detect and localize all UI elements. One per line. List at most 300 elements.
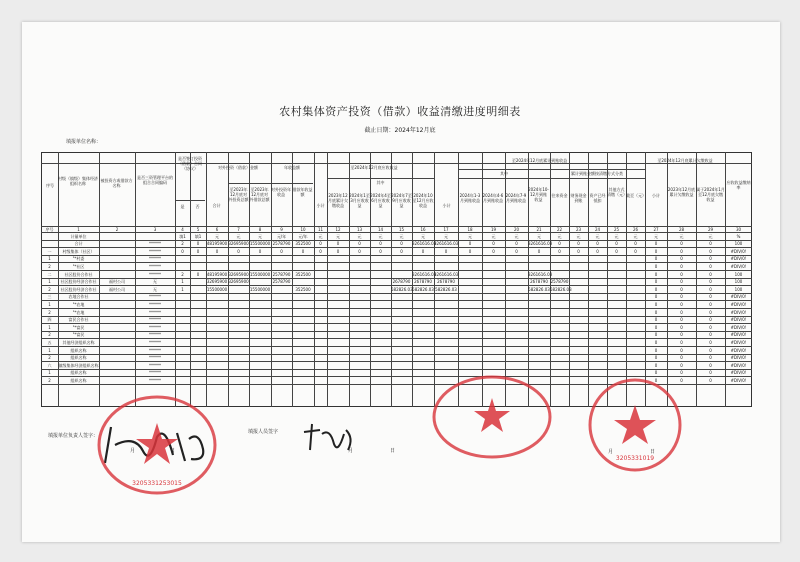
table-cell: 0 [680, 317, 683, 323]
table-cell: 582826.03 [412, 286, 434, 292]
month-2: 月 [348, 448, 354, 454]
column-number: 27 [653, 227, 659, 232]
table-cell: 0 [237, 248, 240, 254]
table-cell: 0 [680, 286, 683, 292]
col-head-out-total: 合计 [212, 203, 221, 208]
table-cell: 0 [400, 248, 403, 254]
table-cell: 0 [280, 248, 283, 254]
table-cell: 0 [654, 370, 658, 376]
table-cell: 0 [596, 241, 599, 247]
table-cell: 0 [680, 256, 683, 262]
table-cell: "*社区 [72, 263, 85, 269]
table-cell: #DIV/0! [730, 309, 747, 315]
table-cell: 100 [734, 271, 743, 277]
day-1: 日 [170, 448, 176, 454]
column-number: 20 [513, 227, 520, 232]
table-cell: 福村公司 [109, 286, 125, 292]
table-cell: 2 [48, 332, 51, 338]
table-cell: 计量单位 [70, 233, 87, 239]
table-cell: 0 [709, 301, 712, 307]
table-cell: 3261616.03 [434, 271, 459, 277]
table-cell: 0 [680, 362, 683, 368]
table-cell: 32695900 [228, 271, 249, 277]
seal-serial-3: 3205331019 [615, 455, 655, 462]
table-cell: 48195900 [206, 271, 228, 277]
table-cell: 0 [709, 332, 712, 338]
table-cell: 0 [444, 248, 448, 254]
table-cell: 0 [709, 309, 712, 315]
col-head-cq3: 2024年7-9月到账收益 [505, 193, 527, 203]
table-cell: 100 [734, 279, 743, 285]
table-cell: 582826.03 [528, 286, 550, 292]
column-rule [327, 152, 328, 407]
table-cell: 1 [48, 256, 51, 262]
table-cell: 2 [48, 377, 51, 383]
col-head-outbound: 对外投资（借款）金额 [218, 165, 258, 170]
table-cell: 0 [654, 248, 658, 254]
column-number: 7 [237, 227, 240, 232]
table-cell: 三 [47, 294, 52, 300]
table-cell: 0 [709, 377, 712, 383]
column-rule [349, 152, 350, 407]
table-cell: ****** [149, 339, 161, 345]
table-cell: #DIV/0! [730, 301, 747, 307]
table-cell: 元 [318, 233, 323, 239]
table-cell: 582826.03 [550, 286, 572, 292]
col-head-m4: 其他方式清缴（元） [607, 187, 627, 197]
table-cell: 0 [468, 241, 472, 247]
table-cell: "*农地 [72, 309, 85, 315]
table-cell: #DIV/0! [730, 347, 747, 353]
column-number: 11 [317, 227, 324, 232]
column-rule [190, 152, 191, 407]
table-cell: 0 [654, 256, 658, 262]
table-cell: 元 [399, 233, 404, 239]
table-cell: 0 [680, 370, 683, 376]
table-cell: 100 [734, 286, 743, 292]
table-cell: 0 [515, 241, 518, 247]
table-cell: 填1 [179, 233, 186, 239]
table-cell: 0 [577, 241, 580, 247]
table-cell: 一 [47, 248, 52, 254]
day-3: 日 [650, 449, 656, 455]
table-cell: 0 [680, 339, 683, 345]
col-head-inv2023b: 至2023年12月底对外借款总额 [249, 187, 270, 202]
column-number: 28 [678, 227, 685, 232]
table-cell: 0 [709, 355, 712, 361]
table-cell: 15500000 [249, 271, 271, 277]
deadline-date: 截止日期：2024年12月底 [364, 127, 436, 134]
table-cell: ****** [149, 362, 161, 368]
table-cell: 15500000 [249, 286, 271, 292]
table-cell: ****** [149, 317, 161, 323]
col-head-village: 村级（镇级）集体经济组织名称 [58, 176, 98, 186]
table-cell: 社区股份合作社 [64, 271, 93, 277]
column-number: 13 [356, 227, 363, 232]
table-cell: 0 [215, 248, 219, 254]
column-rule [370, 152, 371, 407]
table-cell: ****** [149, 294, 161, 300]
table-cell: 0 [196, 248, 200, 254]
table-cell: 二 [47, 271, 52, 277]
column-number: 3 [153, 227, 157, 232]
table-cell: 1 [48, 347, 51, 353]
table-cell: 0 [680, 241, 683, 247]
table-cell: 无 [153, 279, 157, 285]
table-cell: ****** [149, 256, 161, 262]
column-rule [588, 152, 589, 407]
column-number: 30 [735, 227, 742, 232]
column-number: 18 [467, 227, 473, 232]
table-cell: 0 [680, 301, 683, 307]
table-cell: 0 [596, 248, 599, 254]
table-cell: 0 [492, 241, 495, 247]
column-number: 24 [594, 227, 601, 232]
table-cell: 0 [634, 248, 637, 254]
column-number: 21 [536, 227, 542, 232]
table-cell: 0 [468, 248, 472, 254]
filler-signature [300, 420, 360, 460]
table-cell: #DIV/0! [730, 370, 747, 376]
table-cell: 元 [336, 233, 340, 239]
table-cell: 元 [654, 233, 658, 239]
table-cell: 富民合作社 [68, 317, 89, 323]
table-cell: 无 [153, 286, 157, 292]
table-cell: 组织名称 [70, 370, 87, 376]
table-cell: 0 [654, 317, 658, 323]
table-cell: 元 [537, 233, 541, 239]
table-cell: 0 [709, 370, 712, 376]
table-cell: 0 [709, 263, 712, 269]
col-head-a-2023: 2023年12月底累计欠缴收益 [667, 187, 696, 197]
col-head-cq1: 2024年1-3月到账收益 [459, 193, 481, 203]
table-cell: 元 [258, 233, 262, 239]
table-cell: 1 [181, 286, 184, 292]
column-number: 15 [398, 227, 405, 232]
table-cell: 1 [48, 324, 51, 330]
table-cell: 2578790 [272, 271, 291, 277]
column-number: 序号 [45, 227, 54, 232]
column-number: 19 [490, 227, 497, 232]
table-cell: 0 [615, 241, 618, 247]
table-cell: 元 [679, 233, 684, 239]
table-cell: 元 [557, 233, 562, 239]
column-number: 25 [613, 227, 620, 232]
column-number: 23 [575, 227, 582, 232]
table-cell: 1 [48, 301, 51, 307]
table-cell: 2 [181, 241, 184, 247]
table-cell: 社区股份经济合作社 [60, 286, 97, 292]
table-cell: 352500 [295, 271, 311, 277]
table-cell: 0 [654, 286, 658, 292]
table-cell: % [736, 233, 741, 239]
unit-name-label: 填报单位名称： [66, 139, 102, 145]
table-cell: 0 [654, 241, 658, 247]
table-cell: 其他经济组织名称 [62, 339, 95, 345]
seal-serial-1: 3205331253015 [132, 480, 182, 487]
table-cell: 32695900 [206, 279, 228, 285]
table-cell: 0 [358, 248, 361, 254]
col-head-collected: 至2024年12月底累计到账收益 [511, 158, 568, 163]
table-cell: 0 [577, 248, 580, 254]
col-head-approval: 是否三资管理平台的组合合同编码 [137, 175, 173, 185]
col-head-annual-loan: 借款年收益额 [292, 187, 313, 197]
table-cell: 0 [654, 377, 658, 383]
table-cell: 六 [47, 362, 52, 368]
table-cell: 福村公司 [109, 279, 125, 285]
table-cell: 元 [215, 233, 219, 239]
table-cell: ****** [149, 324, 161, 330]
table-cell: 2578790 [272, 241, 291, 247]
col-head-rq1: 2024年1至3月应收收益 [349, 193, 370, 208]
col-head-col-sub: 小计 [442, 203, 451, 208]
table-cell: 0 [680, 294, 683, 300]
column-number: 6 [215, 227, 219, 232]
table-cell: 2678790 [437, 279, 455, 285]
cooperative-seal [92, 390, 222, 500]
table-cell: 2 [181, 271, 184, 277]
col-head-rq3: 2024年7至9月应收收益 [391, 193, 412, 208]
table-cell: #DIV/0! [730, 317, 747, 323]
col-head-col-ofwhich: 其中 [500, 171, 508, 176]
table-cell: 0 [680, 377, 683, 383]
table-cell: "*富民 [72, 324, 85, 330]
table-cell: 0 [709, 248, 712, 254]
table-cell: 0 [654, 324, 658, 330]
column-number: 22 [556, 227, 563, 232]
table-cell: 3261616.03 [412, 271, 437, 277]
col-head-a-sub: 小计 [652, 193, 660, 198]
table-cell: 0 [654, 347, 658, 353]
col-head-seq: 序号 [46, 183, 54, 188]
table-cell: 元 [708, 233, 713, 239]
table-cell: 元 [614, 233, 619, 239]
table-cell: 0 [680, 347, 683, 353]
table-cell: 0 [558, 248, 561, 254]
table-cell: 0 [709, 294, 712, 300]
table-cell: 0 [680, 279, 683, 285]
table-cell: 2678790 [414, 279, 432, 285]
col-head-annual-inv: 对外投资年收益 [271, 187, 291, 197]
table-cell: 0 [379, 241, 382, 247]
table-cell: 15500000 [249, 241, 271, 247]
col-head-rq2: 2024年4至6月应收收益 [370, 193, 391, 208]
table-cell: 15500000 [206, 286, 228, 292]
col-head-m2: 财务现金到账 [570, 193, 587, 203]
month-1: 月 [130, 448, 136, 454]
table-cell: 元 [514, 233, 519, 239]
table-cell: 0 [615, 248, 618, 254]
table-cell: 0 [196, 271, 200, 277]
table-cell: 元 [491, 233, 496, 239]
table-cell: 1 [48, 370, 51, 376]
col-head-arrears: 至2024年12月底累计欠缴收益 [657, 158, 713, 163]
report-title: 农村集体资产投资（借款）收益清缴进度明细表 [279, 105, 521, 118]
table-cell: 元 [236, 233, 241, 239]
table-cell: 0 [537, 248, 541, 254]
header-rule [459, 169, 645, 170]
table-cell: 五 [47, 339, 52, 345]
table-cell: 2 [48, 286, 51, 292]
table-cell: ****** [149, 301, 161, 307]
table-cell: 0 [379, 248, 382, 254]
column-number: 26 [632, 227, 639, 232]
table-cell: 32695900 [228, 241, 249, 247]
table-cell: 0 [709, 317, 712, 323]
table-cell: 0 [680, 248, 683, 254]
table-cell: ****** [149, 271, 161, 277]
table-cell: 3261616.03 [528, 241, 553, 247]
table-cell: 0 [709, 347, 712, 353]
table-cell: 组织名称 [70, 377, 87, 383]
month-3: 月 [608, 449, 614, 455]
col-head-annual: 年收益额 [284, 165, 300, 170]
table-cell: 0 [709, 286, 712, 292]
table-cell: 0 [680, 271, 683, 277]
column-number: 14 [377, 227, 384, 232]
table-cell: 社区股份经济合作社 [60, 279, 97, 285]
col-head-m1: 往来资金 [551, 193, 568, 198]
table-cell: 元 [421, 233, 425, 239]
table-cell: "*村委 [72, 256, 85, 262]
col-head-no: 否 [195, 204, 200, 209]
col-head-m3: 资产已经抵扣 [589, 193, 606, 203]
column-number: 4 [181, 227, 184, 232]
col-head-rec-sub: 小计 [316, 203, 325, 208]
table-cell: 48195900 [206, 241, 228, 247]
table-cell: 0 [709, 339, 712, 345]
day-2: 日 [390, 448, 396, 454]
table-cell: 0 [319, 241, 322, 247]
table-cell: 0 [301, 248, 305, 254]
column-rule [569, 152, 570, 407]
table-cell: ****** [149, 377, 161, 383]
column-rule [626, 152, 627, 407]
table-cell: 元 [633, 233, 638, 239]
table-cell: 100 [734, 241, 743, 247]
table-cell: #DIV/0! [730, 355, 747, 361]
table-cell: 农地合作社 [68, 294, 89, 300]
column-rule [314, 152, 315, 407]
col-head-r2023: 2023年12月底累计欠缴收益 [328, 193, 348, 208]
table-cell: 元/年 [276, 233, 287, 239]
table-cell: ****** [149, 355, 161, 361]
table-cell: 0 [654, 362, 658, 368]
table-cell: 2578790 [272, 279, 291, 285]
table-cell: 四 [47, 317, 52, 323]
table-cell: 元 [444, 233, 448, 239]
table-cell: 1 [181, 279, 184, 285]
table-cell: #DIV/0! [730, 362, 747, 368]
column-number: 16 [420, 227, 426, 232]
table-cell: 582826.03 [391, 286, 413, 292]
table-cell: 元 [468, 233, 472, 239]
table-cell: 0 [654, 301, 658, 307]
table-cell: 0 [400, 241, 403, 247]
table-cell: 0 [336, 241, 340, 247]
col-head-cq2: 2024年4-6月到账收益 [482, 193, 504, 203]
table-cell: 352500 [295, 241, 311, 247]
column-number: 17 [443, 227, 449, 232]
column-rule [458, 152, 459, 407]
table-cell: 0 [492, 248, 495, 254]
table-cell: "*富民 [72, 332, 85, 338]
table-cell: ****** [149, 248, 161, 254]
table-cell: 元/年 [298, 233, 308, 239]
column-number: 10 [300, 227, 306, 232]
col-head-contract: 是否签订投资（借款）合同（协议） [178, 156, 202, 171]
table-cell: ****** [149, 347, 161, 353]
township-seal [430, 372, 555, 462]
table-cell: 元 [576, 233, 581, 239]
table-cell: 组织名称 [70, 347, 87, 353]
column-number: 2 [115, 227, 119, 232]
col-head-investee: 被投资方或借款方名称 [100, 178, 133, 188]
table-cell: 0 [654, 271, 658, 277]
table-cell: 0 [680, 324, 683, 330]
principal-label: 填报单位负责人签字： [48, 433, 99, 439]
table-cell: 元 [357, 233, 362, 239]
header-rule [459, 178, 645, 179]
table-cell: 0 [654, 263, 658, 269]
table-cell: 2 [48, 355, 51, 361]
table-cell: 2 [48, 309, 51, 315]
table-cell: ****** [149, 263, 161, 269]
table-cell: #DIV/0! [730, 332, 747, 338]
table-cell: 0 [709, 279, 712, 285]
table-cell: ****** [149, 309, 161, 315]
table-cell: 0 [654, 279, 658, 285]
table-cell: 0 [680, 263, 683, 269]
table-cell: 0 [709, 241, 712, 247]
table-cell: 1 [48, 279, 51, 285]
column-number: 12 [335, 227, 341, 232]
table-cell: 元 [378, 233, 383, 239]
table-cell: 村级集体（社区） [62, 248, 95, 254]
table-cell: 582826.03 [435, 286, 457, 292]
table-cell: 0 [654, 355, 658, 361]
header-rule [327, 178, 434, 179]
table-cell: 0 [634, 241, 637, 247]
col-head-rate: 应收收益缴纳率 [726, 180, 751, 190]
table-cell: 2578790 [550, 279, 569, 285]
table-cell: 0 [358, 241, 361, 247]
table-cell: 0 [654, 332, 658, 338]
table-cell: 填1 [194, 233, 202, 239]
table-cell: #DIV/0! [730, 256, 747, 262]
column-number: 1 [77, 227, 80, 232]
col-head-a-2024: 属于2024年1月至12月底欠缴收益 [696, 187, 725, 202]
column-rule [482, 152, 483, 407]
table-cell: 32695900 [228, 279, 249, 285]
table-cell: 0 [558, 241, 561, 247]
table-cell: 0 [654, 309, 658, 315]
table-cell: 0 [709, 324, 712, 330]
col-head-rec-ofwhich: 其中 [376, 180, 385, 185]
table-cell: 0 [709, 271, 712, 277]
table-cell: 合计 [74, 241, 83, 247]
table-cell: 0 [654, 339, 658, 345]
table-cell: 0 [258, 248, 262, 254]
table-cell: 0 [709, 362, 712, 368]
union-seal [585, 375, 685, 475]
table-cell: ****** [149, 241, 161, 247]
table-cell: 352500 [295, 286, 311, 292]
table-cell: 2678790 [530, 279, 548, 285]
table-cell: 3261616.03 [528, 271, 553, 277]
table-cell: "*农地 [72, 301, 85, 307]
col-head-receivable: 至2024年12月底应收收益 [350, 165, 398, 170]
